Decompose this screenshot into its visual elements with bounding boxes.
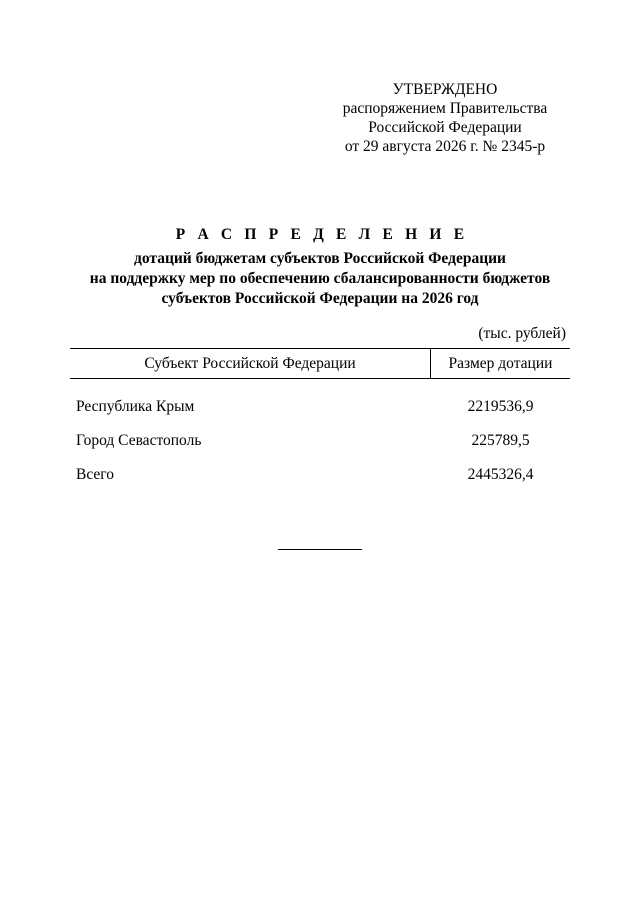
document-title: Р А С П Р Е Д Е Л Е Н И Е (175, 226, 469, 243)
approval-line-3: от 29 августа 2026 г. № 2345-р (344, 138, 546, 155)
approval-stamp: УТВЕРЖДЕНО (392, 81, 498, 98)
subtitle-line-3: субъектов Российской Федерации на 2026 год (161, 290, 479, 307)
row-amount: 225789,5 (471, 432, 530, 449)
table-row-total (0, 466, 640, 486)
approval-line-1: распоряжением Правительства (342, 100, 548, 117)
approval-block (330, 80, 560, 156)
table-top-rule (70, 348, 570, 349)
row-subject: Всего (76, 466, 115, 483)
approval-line-2: Российской Федерации (368, 119, 522, 136)
row-subject: Город Севастополь (76, 432, 202, 449)
table-row (0, 398, 640, 418)
row-amount: 2445326,4 (467, 466, 534, 483)
row-subject: Республика Крым (76, 398, 195, 415)
table-row (0, 432, 640, 452)
column-header-subject: Субъект Российской Федерации (144, 355, 356, 372)
row-amount: 2219536,9 (467, 398, 534, 415)
subtitle-line-1: дотаций бюджетам субъектов Российской Федерации (134, 250, 506, 267)
subtitle-line-2: на поддержку мер по обеспечению сбалансированности бюджетов (89, 270, 551, 287)
document-subtitle (0, 249, 640, 309)
column-header-amount: Размер дотации (448, 355, 553, 372)
table-header-rule (70, 378, 570, 379)
end-of-document-rule (278, 549, 362, 550)
units-label: (тыс. рублей) (478, 325, 566, 342)
